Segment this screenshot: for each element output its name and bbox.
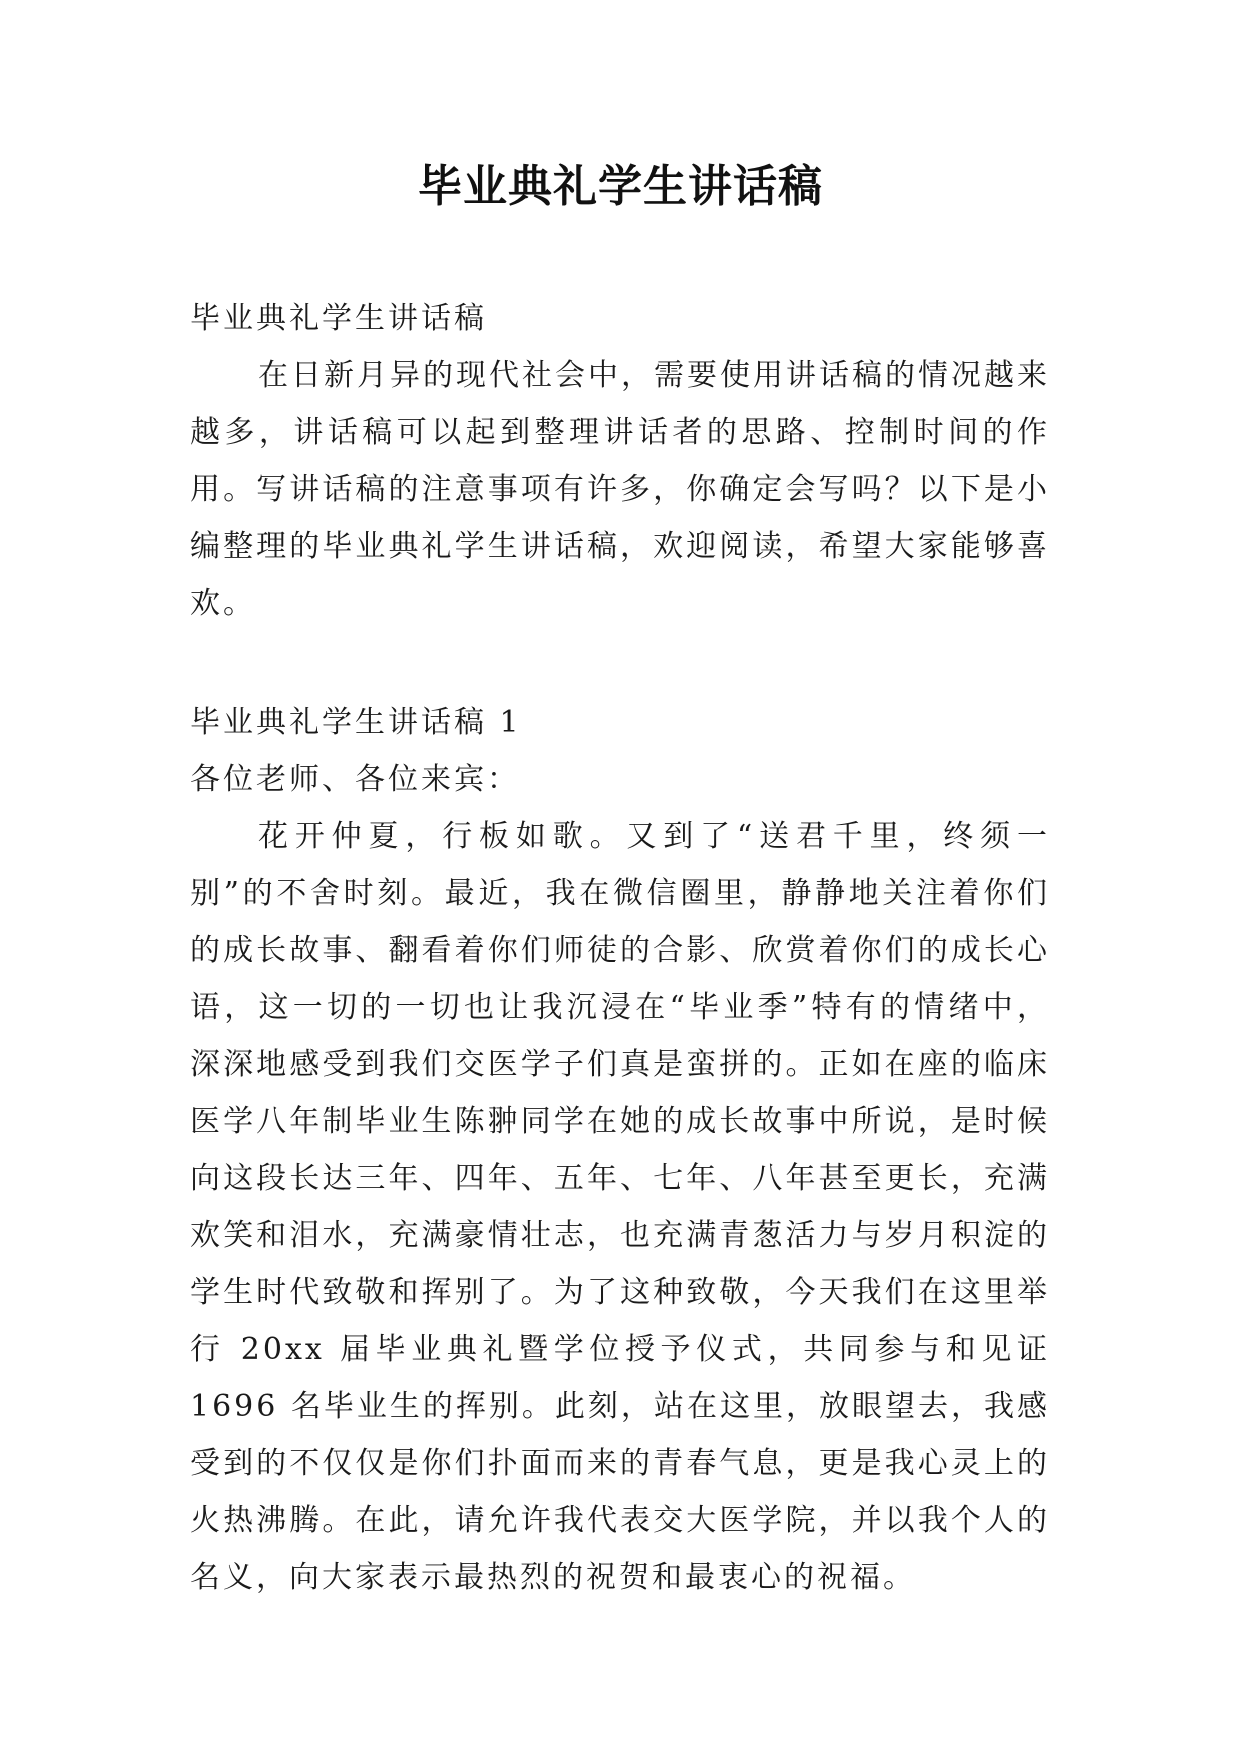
document-body — [190, 290, 1050, 1606]
intro-paragraph: 在日新月异的现代社会中，需要使用讲话稿的情况越来越多，讲话稿可以起到整理讲话者的思路、控制时间的作用。写讲话稿的注意事项有许多，你确定会写吗？以下是小编整理的毕业典礼学生讲话稿，欢迎阅读，希望大家能够喜欢。 — [190, 358, 1050, 621]
section-spacer — [190, 632, 1050, 694]
section-heading: 毕业典礼学生讲话稿 1 — [190, 705, 522, 740]
document-title: 毕业典礼学生讲话稿 — [418, 161, 823, 212]
salutation: 各位老师、各位来宾： — [190, 762, 520, 797]
speech-paragraph: 花开仲夏，行板如歌。又到了“送君千里，终须一别”的不舍时刻。最近，我在微信圈里，静静地关注着你们的成长故事、翻看着你们师徒的合影、欣赏着你们的成长心语，这一切的一切也让我沉浸在“毕业季”特有的情绪中，深深地感受到我们交医学子们真是蛮拼的。正如在座的临床医学八年制毕业生陈翀同学在她的成长故事中所说，是时候向这段长达三年、四年、五年、七年、八年甚至更长，充满欢笑和泪水，充满豪情壮志，也充满青葱活力与岁月积淀的学生时代致敬和挥别了。为了这种致敬，今天我们在这里举行 20xx 届毕业典礼暨学位授予仪式，共同参与和见证 1696 名毕业生的挥别。此刻，站在这里，放眼望去，我感受到的不仅仅是你们扑面而来的青春气息，更是我心灵上的火热沸腾。在此，请允许我代表交大医学院，并以我个人的名义，向大家表示最热烈的祝贺和最衷心的祝福。 — [190, 819, 1050, 1595]
document-subtitle: 毕业典礼学生讲话稿 — [190, 301, 487, 336]
